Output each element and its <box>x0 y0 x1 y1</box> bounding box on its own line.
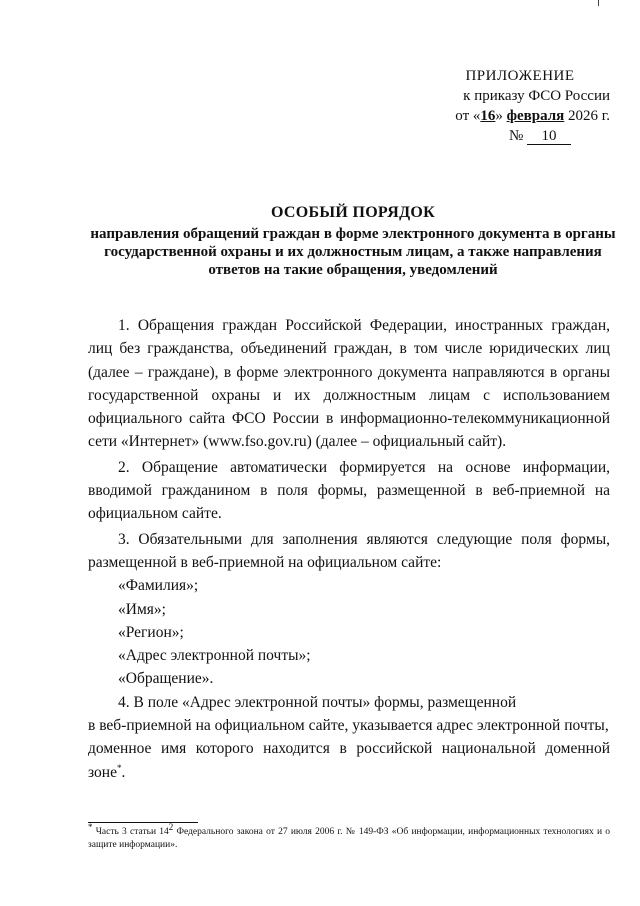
order-day: 16 <box>480 108 496 124</box>
paragraph-2: 2. Обращение автоматически формируется на основе информации, вводимой гражданином в поля формы, размещенной в веб-приемной на официальном сайте. <box>88 458 610 523</box>
document-title <box>80 204 626 279</box>
paragraph-3: 3. Обязательными для заполнения являются следующие поля формы, размещенной в веб-приемной на официальном сайте: <box>88 530 610 571</box>
field-item: «Имя»; <box>118 600 166 618</box>
paragraph-4-line1: 4. В поле «Адрес электронной почты» формы, размещенной <box>118 693 517 711</box>
title-subtitle-line1: направления обращений граждан в форме электронного документа в органы <box>90 226 616 242</box>
order-number: № 10 <box>430 126 610 146</box>
scan-edge-mark <box>598 0 599 6</box>
document-body <box>88 314 610 784</box>
footnote: * Часть 3 статьи $14^2$ Федерального закона от 27 июля 2006 г. № 149-ФЗ «Об информации, информационных технологиях и о защите информации». <box>88 821 610 850</box>
paragraph-4-line3: доменное имя которого находится в российской национальной доменной зоне*. <box>88 740 610 781</box>
footnote-mark: * <box>88 821 93 832</box>
footnote-sup: 2 <box>168 821 174 832</box>
field-item: «Регион»; <box>118 623 184 641</box>
order-month: февраля <box>506 108 565 124</box>
title-subtitle-line2: государственной охраны и их должностным лицам, а также направления <box>104 244 602 260</box>
field-item: «Фамилия»; <box>118 577 199 595</box>
order-date: от «16» февраля 2026 г. <box>455 108 610 124</box>
field-item: «Адрес электронной почты»; <box>118 647 311 665</box>
paragraph-1: 1. Обращения граждан Российской Федерации, иностранных граждан, лиц без гражданства, объединений граждан, в том числе юридических лиц (далее – граждане), в форме электронного документа направляются в органы государственной охраны и их должностным лицам с использованием официального сайта ФСО России в информационно-телекоммуникационной сети «Интернет» (www.fso.gov.ru) (далее – официальный сайт). <box>88 317 610 451</box>
title-subtitle-line3: ответов на такие обращения, уведомлений <box>208 262 498 278</box>
footnote-reference: * <box>116 762 122 773</box>
approval-block <box>430 66 610 146</box>
title-heading: ОСОБЫЙ ПОРЯДОК <box>270 204 436 221</box>
order-reference: к приказу ФСО России <box>463 88 610 104</box>
field-item: «Обращение». <box>118 670 214 688</box>
order-number-value: 10 <box>527 128 571 145</box>
footnote-divider <box>88 822 198 823</box>
paragraph-4-line2: в веб-приемной на официальном сайте, указывается адрес электронной почты, <box>88 717 609 735</box>
appendix-label: ПРИЛОЖЕНИЕ <box>465 68 575 84</box>
